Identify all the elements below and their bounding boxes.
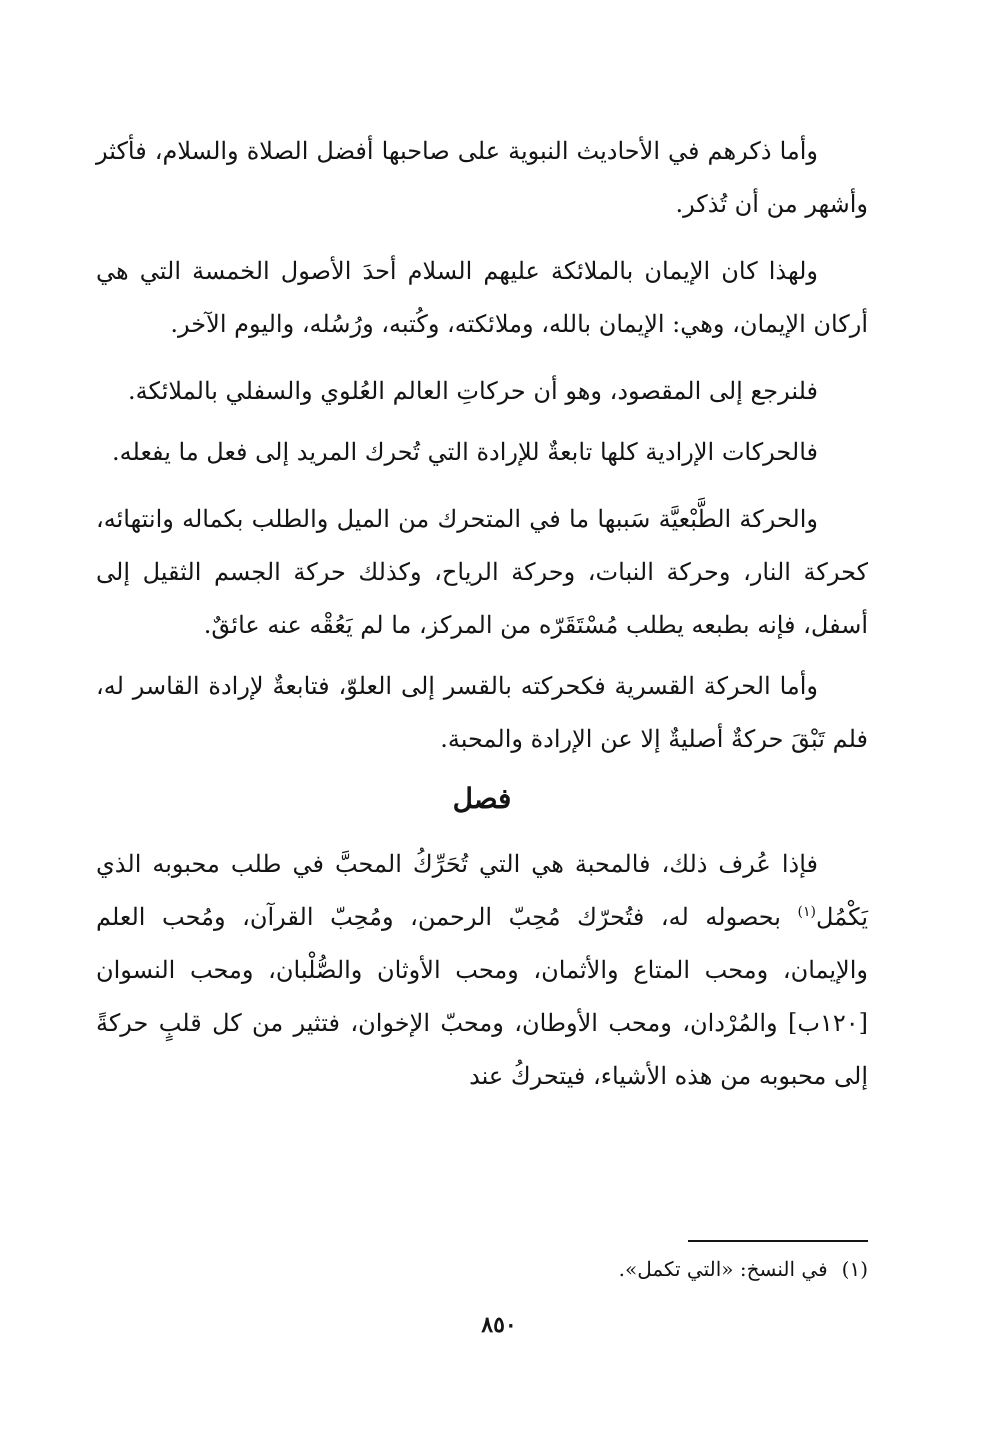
footnote-divider — [688, 1240, 868, 1242]
footnote — [430, 1254, 868, 1284]
paragraph: فالحركات الإرادية كلها تابعةٌ للإرادة التي تُحرك المريد إلى فعل ما يفعله. — [112, 438, 818, 466]
paragraph: وأما الحركة القسرية فكحركته بالقسر إلى العلوّ، فتابعةٌ لإرادة القاسر له، فلم تَبْقَ حركةٌ أصليةٌ إلا عن الإرادة والمحبة. — [96, 672, 868, 753]
paragraph-text: فإذا عُرف ذلك، فالمحبة هي التي تُحَرِّكُ المحبَّ في طلب محبوبه الذي يَكْمُل — [96, 850, 868, 931]
footnote-reference[interactable]: (١) — [797, 904, 817, 920]
paragraph: فلنرجع إلى المقصود، وهو أن حركاتِ العالم العُلوي والسفلي بالملائكة. — [128, 377, 818, 405]
section-heading: فصل — [452, 782, 512, 815]
paragraph: وأما ذكرهم في الأحاديث النبوية على صاحبها أفضل الصلاة والسلام، فأكثر وأشهر من أن تُذكر. — [96, 137, 868, 218]
paragraph: والحركة الطَّبْعيَّة سَببها ما في المتحرك من الميل والطلب بكماله وانتهائه، كحركة النار، وحركة النبات، وحركة الرياح، وكذلك حركة الجسم الثقيل إلى أسفل، فإنه بطبعه يطلب مُسْتَقَرّه من المركز، ما لم يَعُقْه عنه عائقٌ. — [96, 505, 868, 639]
page-number: ٨٥٠ — [481, 1312, 517, 1338]
main-text — [96, 125, 868, 1117]
footnote-text: في النسخ: «التي تكمل». — [618, 1257, 828, 1281]
paragraph-text: بحصوله له، فتُحرّك مُحِبّ الرحمن، ومُحِبّ القرآن، ومُحب العلم والإيمان، ومحب المتاع والأثمان، ومحب الأوثان والصُّلْبان، ومحب النسوان [١٢٠ب] والمُرْدان، ومحب الأوطان، ومحبّ الإخوان، فتثير من كل قلبٍ حركةً إلى محبوبه من هذه الأشياء، فيتحركُ عند — [96, 903, 868, 1090]
paragraph: ولهذا كان الإيمان بالملائكة عليهم السلام أحدَ الأصول الخمسة التي هي أركان الإيمان، وهي: الإيمان بالله، وملائكته، وكُتبه، ورُسُله، واليوم الآخر. — [96, 257, 868, 338]
paragraph — [96, 838, 868, 1103]
footnote-number: (١) — [841, 1257, 868, 1281]
